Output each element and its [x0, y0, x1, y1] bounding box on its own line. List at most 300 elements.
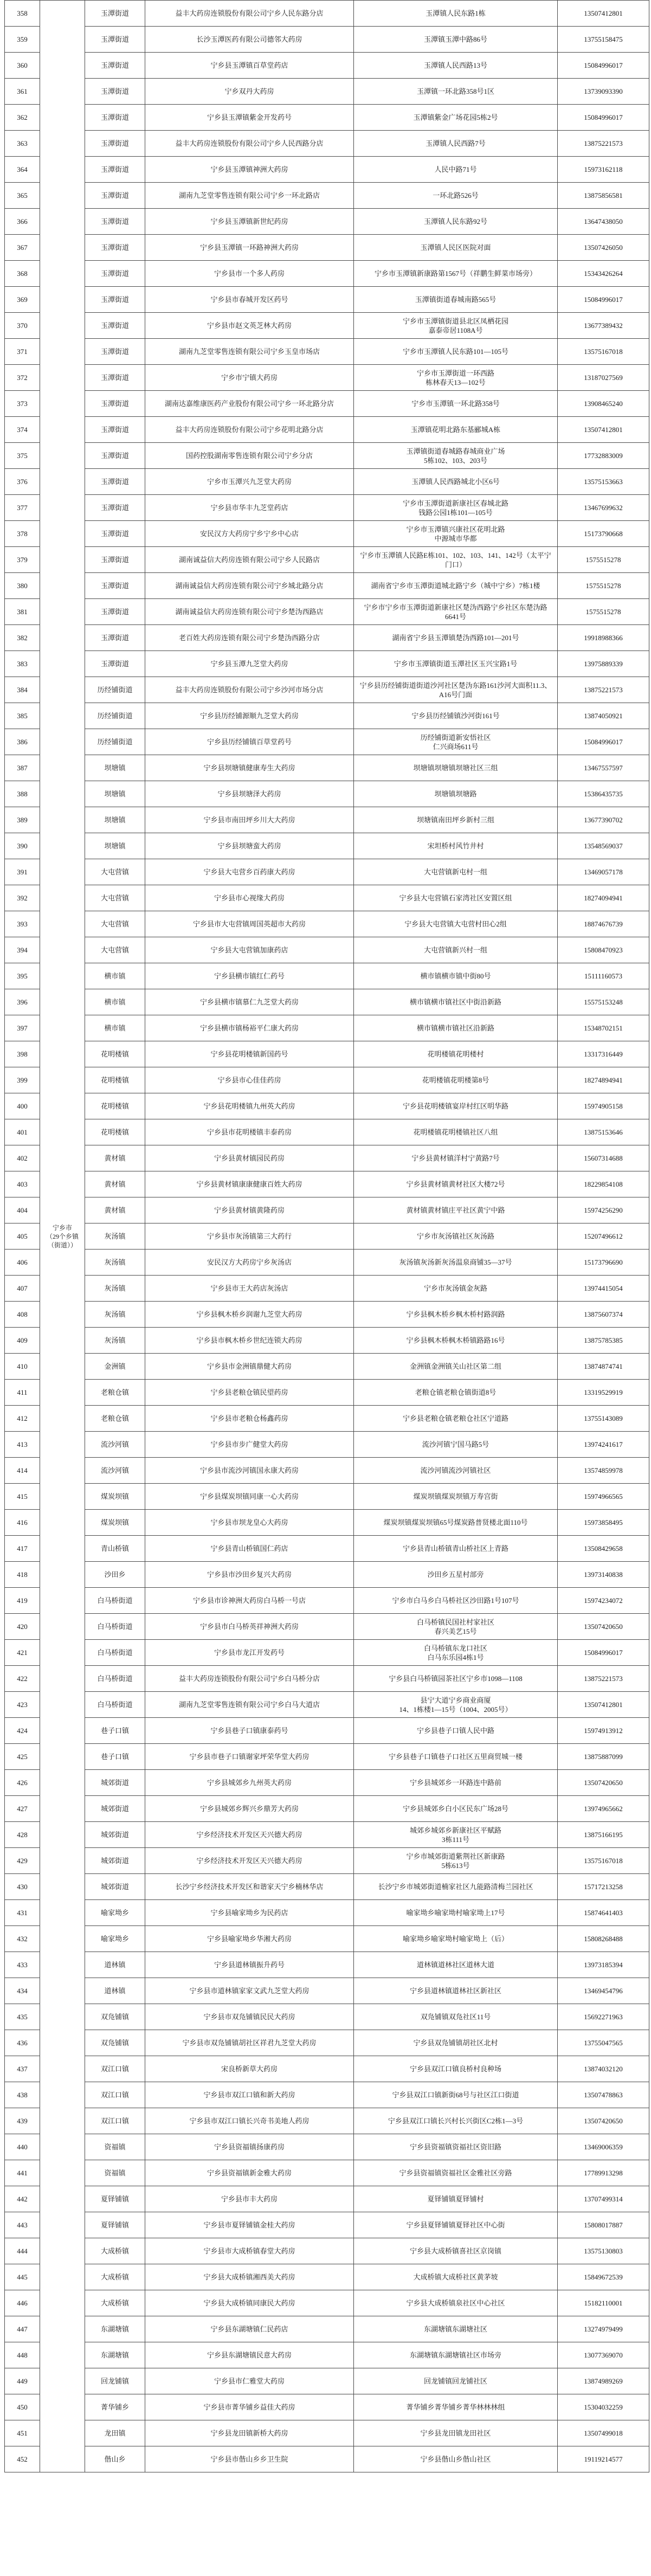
phone-number: 13975889339: [558, 651, 649, 677]
table-row: [5, 885, 649, 911]
pharmacy-name: 湖南诚益信大药房连锁有限公司宁乡人民路店: [145, 547, 354, 573]
row-number: 383: [5, 651, 40, 677]
table-row: [5, 2030, 649, 2056]
row-number: 389: [5, 807, 40, 833]
pharmacy-name: 老百姓大药房连锁有限公司宁乡楚沩西路分店: [145, 625, 354, 651]
row-number: 418: [5, 1562, 40, 1588]
pharmacy-name: 宁乡县市菁华铺乡益佳大药房: [145, 2394, 354, 2420]
pharmacy-name: 宁乡县玉潭九芝堂大药房: [145, 651, 354, 677]
table-row: [5, 2108, 649, 2134]
pharmacy-name: 宁乡县老粮仓镇民望药房: [145, 1380, 354, 1406]
pharmacy-name: 宁乡县横市镇红仁药号: [145, 963, 354, 989]
pharmacy-address: 宁乡市宁乡市玉潭街道新康社区楚沩西路宁乡社区东楚沩路6641号: [354, 599, 558, 625]
table-row: [5, 1067, 649, 1093]
phone-number: 13469006359: [558, 2134, 649, 2160]
table-row: [5, 1588, 649, 1614]
phone-number: 13575167018: [558, 1848, 649, 1874]
pharmacy-name: 益丰大药房连锁股份有限公司宁乡沙河市场分店: [145, 677, 354, 703]
pharmacy-address: 宁乡县城郊乡白小区民东广场28号: [354, 1796, 558, 1822]
pharmacy-address: 坝塘镇坝塘路: [354, 781, 558, 807]
phone-number: 15974905158: [558, 1093, 649, 1119]
phone-number: 15348702151: [558, 1015, 649, 1041]
pharmacy-address: 宁乡县夏铎铺镇夏铎社区中心街: [354, 2212, 558, 2238]
pharmacy-address: 大屯营镇新兴村一组: [354, 937, 558, 963]
pharmacy-address: 花明楼镇花明楼镇社区八组: [354, 1119, 558, 1145]
pharmacy-address: 宁乡市玉潭街道一环西路 栋林春天13—102号: [354, 365, 558, 391]
pharmacy-name: 宁乡县花明楼镇新国药号: [145, 1041, 354, 1067]
phone-number: 13707499314: [558, 2186, 649, 2212]
pharmacy-name: 宁乡县花明楼镇九州英大药房: [145, 1093, 354, 1119]
row-number: 360: [5, 53, 40, 79]
street-name: 横市镇: [85, 989, 145, 1015]
pharmacy-address: 宁乡县枫木桥乡枫木桥村路润路: [354, 1302, 558, 1328]
pharmacy-address: 玉潭镇人民西路城北小区6号: [354, 469, 558, 495]
pharmacy-name: 宁乡县黄材镇康康健康百姓大药房: [145, 1171, 354, 1197]
table-row: [5, 1822, 649, 1848]
pharmacy-name: 宁乡县资福镇扬康药房: [145, 2134, 354, 2160]
pharmacy-address: 宁乡县双凫铺镇胡社区北村: [354, 2030, 558, 2056]
pharmacy-address: 金洲镇金洲镇关山社区第二组: [354, 1354, 558, 1380]
pharmacy-name: 宁乡县资福镇新金雅大药房: [145, 2160, 354, 2186]
row-number: 381: [5, 599, 40, 625]
row-number: 407: [5, 1276, 40, 1302]
table-row: [5, 703, 649, 729]
table-row: [5, 1978, 649, 2004]
phone-number: 13507412801: [558, 1, 649, 27]
street-name: 白马桥街道: [85, 1666, 145, 1692]
pharmacy-name: 宁乡县市南田坪乡川大大药房: [145, 807, 354, 833]
table-row: [5, 27, 649, 53]
street-name: 老粮仓镇: [85, 1406, 145, 1432]
row-number: 438: [5, 2082, 40, 2108]
row-number: 415: [5, 1484, 40, 1510]
pharmacy-table: [4, 0, 649, 2472]
pharmacy-address: 宁乡县偕山乡偕山社区: [354, 2446, 558, 2472]
county-cell: 宁乡市 （29个乡镇（街道））: [40, 1, 85, 2472]
table-row: [5, 1458, 649, 1484]
street-name: 城郊街道: [85, 1770, 145, 1796]
table-row: [5, 339, 649, 365]
row-number: 416: [5, 1510, 40, 1536]
pharmacy-address: 宁乡市玉潭镇新康路第1567号（祥鹏生鲜菜市场旁）: [354, 261, 558, 287]
row-number: 362: [5, 105, 40, 131]
table-row: [5, 547, 649, 573]
pharmacy-address: 玉潭镇人民西路13号: [354, 53, 558, 79]
phone-number: 15084996017: [558, 1640, 649, 1666]
pharmacy-address: 回龙铺镇回龙铺社区: [354, 2368, 558, 2394]
street-name: 玉潭街道: [85, 1, 145, 27]
phone-number: 13875166195: [558, 1822, 649, 1848]
table-row: [5, 495, 649, 521]
row-number: 429: [5, 1848, 40, 1874]
table-row: [5, 2082, 649, 2108]
street-name: 玉潭街道: [85, 157, 145, 183]
row-number: 437: [5, 2056, 40, 2082]
street-name: 坝塘镇: [85, 807, 145, 833]
row-number: 424: [5, 1718, 40, 1744]
pharmacy-address: 东湖塘镇东湖塘社区: [354, 2316, 558, 2342]
pharmacy-address: 宁乡县双江口镇长兴村长兴街区C2栋1—3号: [354, 2108, 558, 2134]
street-name: 老粮仓镇: [85, 1380, 145, 1406]
table-row: [5, 573, 649, 599]
pharmacy-address: 喻家坳乡喻家坳村喻家坳上（后）: [354, 1926, 558, 1952]
street-name: 流沙河镇: [85, 1432, 145, 1458]
phone-number: 15182110001: [558, 2290, 649, 2316]
street-name: 坝塘镇: [85, 755, 145, 781]
pharmacy-address: 玉潭镇一环北路358号1区: [354, 79, 558, 105]
row-number: 444: [5, 2238, 40, 2264]
pharmacy-address: 宁乡市灰汤镇金灰路: [354, 1276, 558, 1302]
phone-number: 13874989269: [558, 2368, 649, 2394]
phone-number: 15692271963: [558, 2004, 649, 2030]
row-number: 377: [5, 495, 40, 521]
phone-number: 13755158475: [558, 27, 649, 53]
pharmacy-address: 城郊乡城郊乡新康社区平赋路 3栋111号: [354, 1822, 558, 1848]
phone-number: 18874676739: [558, 911, 649, 937]
street-name: 玉潭街道: [85, 547, 145, 573]
street-name: 喻家坳乡: [85, 1926, 145, 1952]
row-number: 448: [5, 2342, 40, 2368]
table-row: [5, 1718, 649, 1744]
table-row: [5, 1666, 649, 1692]
phone-number: 13507499018: [558, 2420, 649, 2446]
phone-number: 13875221573: [558, 677, 649, 703]
pharmacy-name: 宁乡县历经铺镇百草堂药号: [145, 729, 354, 755]
pharmacy-name: 宁乡县市沙田乡复兴大药房: [145, 1562, 354, 1588]
pharmacy-name: 宁乡县市老粮仓杨鑫药房: [145, 1406, 354, 1432]
pharmacy-name: 宁乡县坝塘蛮大药房: [145, 833, 354, 859]
street-name: 喻家坳乡: [85, 1900, 145, 1926]
pharmacy-name: 宁乡县市诊神洲大药房白马桥一号店: [145, 1588, 354, 1614]
pharmacy-name: 宁乡县市一个多人药房: [145, 261, 354, 287]
pharmacy-address: 湖南省宁乡市玉潭街道城北路宁乡（城中宁乡）7栋1楼: [354, 573, 558, 599]
street-name: 煤炭坝镇: [85, 1510, 145, 1536]
table-row: [5, 105, 649, 131]
table-row: [5, 1614, 649, 1640]
table-row: [5, 1952, 649, 1978]
table-row: [5, 1250, 649, 1276]
row-number: 395: [5, 963, 40, 989]
phone-number: 15974966565: [558, 1484, 649, 1510]
pharmacy-name: 宁乡县市灰汤镇第三大药行: [145, 1223, 354, 1250]
pharmacy-name: 宁乡县横市镇慕仁九芝堂大药房: [145, 989, 354, 1015]
table-row: [5, 599, 649, 625]
street-name: 黄材镇: [85, 1145, 145, 1171]
phone-number: 13874050921: [558, 703, 649, 729]
table-row: [5, 2316, 649, 2342]
pharmacy-list-sheet: [4, 0, 647, 2472]
street-name: 道林镇: [85, 1978, 145, 2004]
pharmacy-name: 宁乡县喻家坳乡为民药店: [145, 1900, 354, 1926]
row-number: 408: [5, 1302, 40, 1328]
phone-number: 13548569037: [558, 833, 649, 859]
phone-number: 13973185394: [558, 1952, 649, 1978]
row-number: 388: [5, 781, 40, 807]
pharmacy-name: 宋良桥新草大药房: [145, 2056, 354, 2082]
pharmacy-address: 白马桥镇东龙口社区 白马东乐园4栋1号: [354, 1640, 558, 1666]
street-name: 玉潭街道: [85, 287, 145, 313]
pharmacy-address: 玉潭镇人民东路92号: [354, 209, 558, 235]
pharmacy-address: 宁乡县资福镇资福社区金雅社区旁路: [354, 2160, 558, 2186]
row-number: 367: [5, 235, 40, 261]
pharmacy-address: 横市镇横市镇中街80号: [354, 963, 558, 989]
pharmacy-name: 安民汉方大药房宁乡宁乡中心店: [145, 521, 354, 547]
pharmacy-name: 宁乡县市白马桥英祥神洲大药房: [145, 1614, 354, 1640]
street-name: 东湖塘镇: [85, 2316, 145, 2342]
phone-number: 1575515278: [558, 599, 649, 625]
phone-number: 13875607374: [558, 1302, 649, 1328]
pharmacy-address: 坝塘镇南田坪乡新村三组: [354, 807, 558, 833]
pharmacy-address: 宁乡县龙田镇龙田社区: [354, 2420, 558, 2446]
street-name: 灰汤镇: [85, 1250, 145, 1276]
phone-number: 13507420650: [558, 2108, 649, 2134]
pharmacy-name: 宁乡县玉潭镇百草堂药店: [145, 53, 354, 79]
phone-number: 15717213258: [558, 1874, 649, 1900]
row-number: 440: [5, 2134, 40, 2160]
pharmacy-name: 长沙宁乡经济技术开发区和谐家天宁乡楠林华店: [145, 1874, 354, 1900]
table-row: [5, 1093, 649, 1119]
table-row: [5, 807, 649, 833]
row-number: 435: [5, 2004, 40, 2030]
row-number: 384: [5, 677, 40, 703]
pharmacy-name: 宁乡县道林镇振升药号: [145, 1952, 354, 1978]
row-number: 393: [5, 911, 40, 937]
phone-number: 13677390702: [558, 807, 649, 833]
street-name: 东湖塘镇: [85, 2342, 145, 2368]
pharmacy-name: 宁乡县玉潭镇紫金开发药号: [145, 105, 354, 131]
street-name: 玉潭街道: [85, 417, 145, 443]
table-row: [5, 1041, 649, 1067]
table-row: [5, 365, 649, 391]
street-name: 白马桥街道: [85, 1614, 145, 1640]
phone-number: 13574859978: [558, 1458, 649, 1484]
pharmacy-address: 宁乡县黄材镇黄材社区大楼72号: [354, 1171, 558, 1197]
street-name: 灰汤镇: [85, 1328, 145, 1354]
pharmacy-address: 宁乡县老粮仓镇老粮仓社区宁道路: [354, 1406, 558, 1432]
street-name: 大成桥镇: [85, 2264, 145, 2290]
pharmacy-name: 宁乡市宁镇大药房: [145, 365, 354, 391]
row-number: 420: [5, 1614, 40, 1640]
row-number: 426: [5, 1770, 40, 1796]
pharmacy-address: 长沙宁乡市城郊街道楠家社区九能路清梅兰园社区: [354, 1874, 558, 1900]
pharmacy-name: 宁乡经济技术开发区天兴德大药房: [145, 1848, 354, 1874]
street-name: 玉潭街道: [85, 573, 145, 599]
table-row: [5, 729, 649, 755]
table-row: [5, 1796, 649, 1822]
street-name: 白马桥街道: [85, 1640, 145, 1666]
street-name: 花明楼镇: [85, 1067, 145, 1093]
street-name: 花明楼镇: [85, 1093, 145, 1119]
pharmacy-address: 宁乡县青山桥镇青山桥社区上青路: [354, 1536, 558, 1562]
row-number: 368: [5, 261, 40, 287]
row-number: 446: [5, 2290, 40, 2316]
street-name: 大屯营镇: [85, 937, 145, 963]
row-number: 394: [5, 937, 40, 963]
street-name: 城郊街道: [85, 1848, 145, 1874]
pharmacy-name: 宁乡县市龙江开发药号: [145, 1640, 354, 1666]
street-name: 花明楼镇: [85, 1119, 145, 1145]
phone-number: 13507420650: [558, 1770, 649, 1796]
pharmacy-address: 横市镇横市镇社区中街沿新路: [354, 989, 558, 1015]
table-row: [5, 989, 649, 1015]
row-number: 411: [5, 1380, 40, 1406]
pharmacy-address: 玉潭镇紫金广场花园5栋2号: [354, 105, 558, 131]
street-name: 玉潭街道: [85, 183, 145, 209]
phone-number: 15973162118: [558, 157, 649, 183]
pharmacy-name: 宁乡县大屯营乡百药康大药房: [145, 859, 354, 885]
table-row: [5, 2342, 649, 2368]
phone-number: 13874032120: [558, 2056, 649, 2082]
phone-number: 13908465240: [558, 391, 649, 417]
street-name: 玉潭街道: [85, 391, 145, 417]
street-name: 白马桥街道: [85, 1588, 145, 1614]
phone-number: 13317316449: [558, 1041, 649, 1067]
street-name: 巷子口镇: [85, 1744, 145, 1770]
table-row: [5, 2420, 649, 2446]
pharmacy-address: 历经铺街道新安悟社区 仁兴商场611号: [354, 729, 558, 755]
pharmacy-name: 宁乡双丹大药房: [145, 79, 354, 105]
row-number: 378: [5, 521, 40, 547]
row-number: 452: [5, 2446, 40, 2472]
pharmacy-address: 流沙河镇宁国马路5号: [354, 1432, 558, 1458]
phone-number: 13647438050: [558, 209, 649, 235]
street-name: 双江口镇: [85, 2056, 145, 2082]
pharmacy-name: 宁乡县坝塘泽大药房: [145, 781, 354, 807]
pharmacy-name: 宁乡县枫木桥乡润谢九芝堂大药房: [145, 1302, 354, 1328]
table-row: [5, 157, 649, 183]
phone-number: 15111160573: [558, 963, 649, 989]
street-name: 花明楼镇: [85, 1041, 145, 1067]
street-name: 双凫铺镇: [85, 2004, 145, 2030]
table-row: [5, 183, 649, 209]
pharmacy-name: 宁乡县市王大药店灰汤店: [145, 1276, 354, 1302]
table-row: [5, 2446, 649, 2472]
pharmacy-address: 灰汤镇灰汤新灰汤温泉商铺35—37号: [354, 1250, 558, 1276]
pharmacy-address: 宁乡县巷子口镇人民中路: [354, 1718, 558, 1744]
pharmacy-address: 花明楼镇花明楼第8号: [354, 1067, 558, 1093]
street-name: 大屯营镇: [85, 859, 145, 885]
street-name: 玉潭街道: [85, 521, 145, 547]
pharmacy-name: 宁乡县市枫木桥乡世纪连锁大药房: [145, 1328, 354, 1354]
row-number: 403: [5, 1171, 40, 1197]
phone-number: 15084996017: [558, 53, 649, 79]
street-name: 玉潭街道: [85, 339, 145, 365]
pharmacy-name: 宁乡县市心佳佳药房: [145, 1067, 354, 1093]
table-row: [5, 1380, 649, 1406]
pharmacy-name: 宁乡县市双江口镇长兴奇书美地人药房: [145, 2108, 354, 2134]
pharmacy-name: 宁乡县市道林镇家家文武九芝堂大药房: [145, 1978, 354, 2004]
table-row: [5, 1276, 649, 1302]
street-name: 玉潭街道: [85, 365, 145, 391]
table-row: [5, 1926, 649, 1952]
pharmacy-address: 煤炭坝镇煤炭坝镇万寿宫街: [354, 1484, 558, 1510]
row-number: 445: [5, 2264, 40, 2290]
pharmacy-address: 宁乡市玉潭镇人民东路101—105号: [354, 339, 558, 365]
pharmacy-address: 宁乡县双江口镇良桥村良种场: [354, 2056, 558, 2082]
table-row: [5, 53, 649, 79]
pharmacy-address: 宁乡县大成桥镇喜社区京岗镇: [354, 2238, 558, 2264]
pharmacy-address: 玉潭镇花明北路东基郦城A栋: [354, 417, 558, 443]
table-row: [5, 1744, 649, 1770]
pharmacy-name: 宁乡县横市镇杨裕平仁康大药房: [145, 1015, 354, 1041]
pharmacy-address: 玉潭镇人民区医院对面: [354, 235, 558, 261]
table-row: [5, 1536, 649, 1562]
pharmacy-name: 湖南九芝堂零售连锁有限公司宁乡一环北路店: [145, 183, 354, 209]
table-row: [5, 1223, 649, 1250]
street-name: 玉潭街道: [85, 469, 145, 495]
pharmacy-name: 宁乡县青山桥镇国仁药店: [145, 1536, 354, 1562]
phone-number: 15874641403: [558, 1900, 649, 1926]
phone-number: 13875887099: [558, 1744, 649, 1770]
table-row: [5, 521, 649, 547]
table-row: [5, 1484, 649, 1510]
street-name: 煤炭坝镇: [85, 1484, 145, 1510]
table-row: [5, 2368, 649, 2394]
row-number: 398: [5, 1041, 40, 1067]
table-row: [5, 625, 649, 651]
row-number: 392: [5, 885, 40, 911]
pharmacy-address: 菁华铺乡菁华铺乡菁华林林林组: [354, 2394, 558, 2420]
phone-number: 18229854108: [558, 1171, 649, 1197]
table-row: [5, 1562, 649, 1588]
street-name: 大屯营镇: [85, 911, 145, 937]
pharmacy-address: 县宁大道宁乡商业商厦 14、1栋楼1—15号（1004、2005号）: [354, 1692, 558, 1718]
table-row: [5, 1, 649, 27]
row-number: 436: [5, 2030, 40, 2056]
pharmacy-address: 坝塘镇坝塘镇坝塘社区三组: [354, 755, 558, 781]
row-number: 423: [5, 1692, 40, 1718]
table-row: [5, 2290, 649, 2316]
street-name: 玉潭街道: [85, 651, 145, 677]
pharmacy-address: 喻家坳乡喻家坳村喻家坳上17号: [354, 1900, 558, 1926]
pharmacy-name: 宁乡县市华丰九芝堂药店: [145, 495, 354, 521]
street-name: 资福镇: [85, 2134, 145, 2160]
street-name: 白马桥街道: [85, 1692, 145, 1718]
street-name: 城郊街道: [85, 1796, 145, 1822]
pharmacy-name: 宁乡县东湖塘镇仁民药店: [145, 2316, 354, 2342]
pharmacy-address: 宁乡县枫木桥枫木桥镇路路16号: [354, 1328, 558, 1354]
pharmacy-address: 湖南省宁乡县玉潭镇楚沩西路101—201号: [354, 625, 558, 651]
table-row: [5, 651, 649, 677]
row-number: 402: [5, 1145, 40, 1171]
street-name: 横市镇: [85, 963, 145, 989]
phone-number: 13677389432: [558, 313, 649, 339]
table-row: [5, 1171, 649, 1197]
row-number: 376: [5, 469, 40, 495]
pharmacy-address: 老粮仓镇老粮仓镇街道8号: [354, 1380, 558, 1406]
phone-number: 13575153663: [558, 469, 649, 495]
phone-number: 13319529919: [558, 1380, 649, 1406]
street-name: 横市镇: [85, 1015, 145, 1041]
row-number: 379: [5, 547, 40, 573]
phone-number: 15304032259: [558, 2394, 649, 2420]
phone-number: 13507426050: [558, 235, 649, 261]
street-name: 城郊街道: [85, 1874, 145, 1900]
pharmacy-address: 宁乡县大屯营镇石家湾社区安置区组: [354, 885, 558, 911]
pharmacy-name: 宁乡县大屯营镇加康药店: [145, 937, 354, 963]
pharmacy-address: 大屯营镇新屯村一组: [354, 859, 558, 885]
row-number: 421: [5, 1640, 40, 1666]
table-row: [5, 1302, 649, 1328]
pharmacy-name: 宁乡县市步广健堂大药房: [145, 1432, 354, 1458]
phone-number: 18274094941: [558, 885, 649, 911]
pharmacy-address: 宁乡县双江口镇新街68号与社区江口街道: [354, 2082, 558, 2108]
pharmacy-name: 宁乡县市夏铎铺镇金桂大药房: [145, 2212, 354, 2238]
table-row: [5, 1197, 649, 1223]
street-name: 玉潭街道: [85, 105, 145, 131]
table-row: [5, 2004, 649, 2030]
table-row: [5, 1510, 649, 1536]
